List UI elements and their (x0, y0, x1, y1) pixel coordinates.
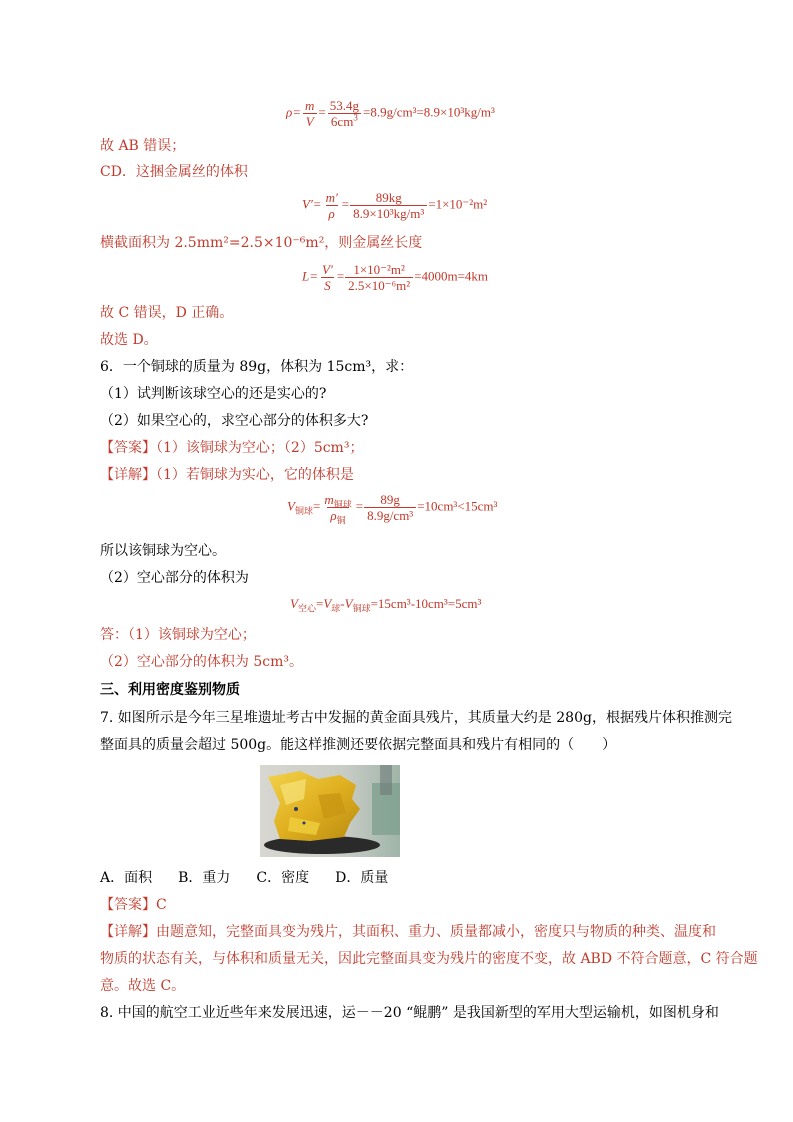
denominator: ρ (326, 205, 338, 221)
fraction (302, 98, 317, 129)
formula-rhs: =15cm³-10cm³=5cm³ (370, 596, 482, 611)
hollow-volume-formula (290, 596, 481, 612)
q6-detail (100, 465, 354, 485)
numerator: 53.4g (329, 98, 359, 113)
line-cd-volume: CD．这捆金属丝的体积 (100, 164, 248, 180)
numerator: m′ (325, 190, 338, 205)
fraction (350, 190, 427, 221)
formula-rhs: =8.9g/cm³=8.9×10³kg/m³ (363, 104, 495, 120)
q7-answer (100, 895, 167, 915)
fraction (345, 262, 413, 293)
q7-detail-line2: 物质的状态有关，与体积和质量无关，因此完整面具变为残片的密度不变，故 ABD 不符合题意，C 符合题 (100, 951, 758, 967)
formula-lhs: V′= (302, 196, 322, 212)
fraction (323, 190, 341, 221)
option-a[interactable]: A．面积 (100, 870, 153, 886)
equals-sign: = (355, 498, 364, 514)
equals-sign: = (318, 104, 326, 120)
var: V (323, 596, 332, 611)
q6-sub2: （2）如果空心的，求空心部分的体积多大? (100, 413, 369, 429)
detail-tag: 【详解】 (100, 924, 156, 940)
line-cross-section: 横截面积为 2.5mm²=2.5×10⁻⁶m²，则金属丝长度 (100, 235, 423, 251)
line-c-wrong: 故 C 错误，D 正确。 (100, 305, 234, 321)
option-b[interactable]: B．重力 (178, 870, 231, 886)
fraction (327, 98, 362, 129)
denominator: 8.9g/cm³ (364, 507, 416, 523)
denominator: 8.9×10³kg/m³ (350, 205, 427, 221)
den-sup: 3 (353, 112, 358, 123)
option-c[interactable]: C．密度 (256, 870, 310, 886)
q6-conclusion: 所以该铜球为空心。 (100, 543, 226, 559)
denominator: V (303, 113, 317, 129)
solid-volume-formula (287, 492, 498, 526)
var: V (344, 596, 353, 611)
var-sub: 铜球 (352, 603, 371, 614)
q6-reply2: （2）空心部分的体积为 5cm³。 (100, 654, 303, 670)
var-sub: 铜球 (333, 499, 352, 510)
var: V (287, 498, 295, 514)
section-title: 三、利用密度鉴别物质 (100, 682, 240, 698)
formula-lhs: L= (302, 268, 319, 284)
var: m (324, 492, 334, 507)
numerator: 1×10⁻²m² (353, 262, 405, 277)
fraction (364, 492, 416, 523)
denominator: S (321, 277, 334, 293)
density-formula (286, 98, 495, 129)
detail-text: （1）若铜球为实心，它的体积是 (156, 467, 354, 483)
q6-stem: 6．一个铜球的质量为 89g，体积为 15cm³，求： (100, 359, 414, 375)
q7-detail-line1 (100, 922, 716, 942)
q7-stem-line1: 7. 如图所示是今年三星堆遗址考古中发掘的黄金面具残片，其质量大约是 280g，根据残片体积推测完 (100, 710, 732, 726)
q8-stem-line1: 8. 中国的航空工业近些年来发展迅速，运－－20 “鲲鹏” 是我国新型的军用大型运输机，如图机身和 (100, 1005, 719, 1021)
detail-tag: 【详解】 (100, 467, 156, 483)
line-choose-d: 故选 D。 (100, 332, 158, 348)
var-sub: 空心 (297, 603, 316, 614)
option-d[interactable]: D．质量 (335, 870, 389, 886)
equals-sign: = (341, 196, 350, 212)
answer-tag: 【答案】 (100, 440, 156, 456)
q7-detail-line3: 意。故选 C。 (100, 978, 186, 994)
equals-sign: = (315, 596, 324, 611)
fraction (319, 262, 336, 293)
formula-lhs: ρ= (286, 104, 302, 120)
answer-text: （1）该铜球为空心；（2）5cm³； (156, 440, 364, 456)
answer-tag: 【答案】 (100, 897, 156, 913)
line-ab-wrong: 故 AB 错误； (100, 138, 186, 154)
var-sub: 球 (331, 603, 341, 614)
q6-part2: （2）空心部分的体积为 (100, 570, 249, 586)
formula-rhs: =10cm³<15cm³ (417, 498, 498, 514)
formula-rhs: =1×10⁻²m² (428, 196, 488, 212)
numerator: 89g (380, 492, 400, 507)
var: V (290, 596, 298, 611)
gold-mask-image (260, 765, 400, 857)
var-sub: 铜 (336, 515, 346, 526)
q6-reply1: 答：（1）该铜球为空心； (100, 627, 256, 643)
denominator (328, 113, 361, 129)
var: ρ (330, 508, 337, 523)
denominator: 2.5×10⁻⁶m² (345, 277, 413, 293)
detail-text: 由题意知，完整面具变为残片，其面积、重力、质量都减小，密度只与物质的种类、温度和 (156, 924, 716, 940)
q6-sub1: （1）试判断该球空心的还是实心的? (100, 386, 327, 402)
wire-volume-formula (302, 190, 487, 221)
denominator (327, 507, 348, 526)
numerator: V′ (322, 262, 333, 277)
wire-length-formula (302, 262, 488, 293)
q7-stem-line2: 整面具的质量会超过 500g。能这样推测还要依据完整面具和残片有相同的（ ） (100, 737, 617, 753)
equals-sign: = (336, 268, 345, 284)
numerator (321, 492, 354, 510)
equals-sign: = (312, 498, 321, 514)
den-base: 6cm (330, 114, 354, 129)
fraction (321, 492, 354, 526)
gold-mask-photo (260, 765, 400, 857)
minus-sign: - (340, 596, 345, 611)
formula-rhs: =4000m=4km (414, 268, 489, 284)
numerator: 89kg (375, 190, 402, 205)
numerator: m (305, 98, 315, 113)
q6-answer (100, 438, 363, 458)
var-sub: 铜球 (294, 506, 313, 517)
q7-options (100, 868, 388, 888)
answer-text: C (156, 897, 167, 913)
